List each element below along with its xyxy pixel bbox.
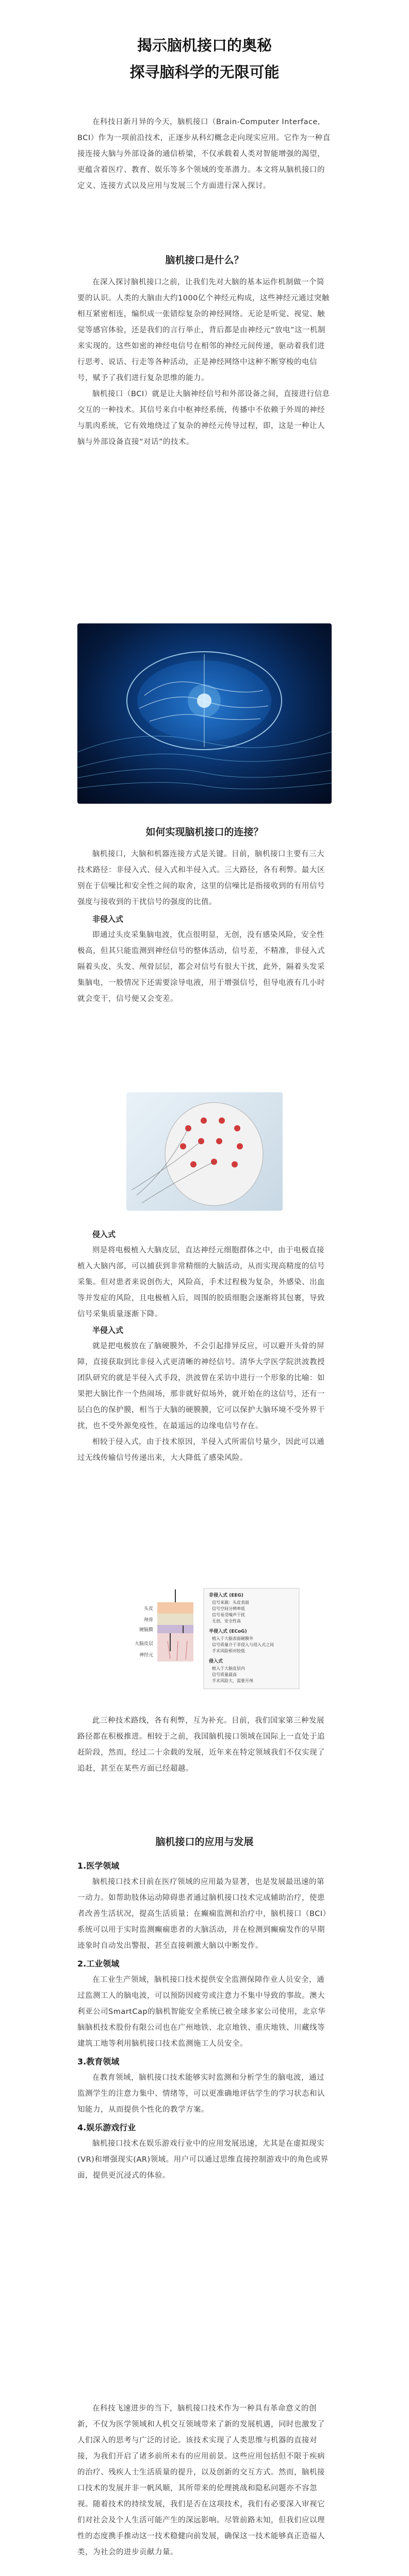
legend-item: 信号易受噪声干扰 — [212, 1613, 245, 1617]
paragraph: 在工业生产领域，脑机接口技术提供安全监测保障作业人员安全，通过监测工人的脑电波，可以预防因疲劳或注意力不集中导致的事故。澳大利亚公司SmartCap的脑机智能安全系统已被全球多家公司使用，北京华脑脑机技术股份有限公司也在广州地铁、北京地铁、重庆地铁、川藏线等建筑工地等利用脑机接口技术监测施工人员安全。 — [77, 1976, 326, 2048]
label-neuron: 神经元 — [139, 1653, 153, 1658]
bci-types-diagram — [126, 1584, 302, 1692]
legend-item: 手术风险大，需要开颅 — [212, 1679, 253, 1683]
legend-title-noninvasive: 非侵入式 (EEG) — [209, 1593, 244, 1598]
subheading-education: 3.教育领域 — [77, 2057, 120, 2066]
section-how-to-connect — [77, 824, 332, 1007]
subheading-medical: 1.医学领域 — [77, 1861, 120, 1871]
bci-types-svg — [126, 1584, 302, 1692]
legend-title-semi: 半侵入式 (ECoG) — [209, 1629, 247, 1634]
paragraph: 脑机接口，大脑和机器连接方式是关键。目前，脑机接口主要有三大技术路径：非侵入式、侵入式和半侵入式。三大路径，各有利弊。最大区别在于信噪比和安全性之间的取舍，这里的信噪比是指接收到的有用信号强度与接收到的干扰信号的强度的比值。 — [77, 850, 325, 906]
legend-title-invasive: 侵入式 — [209, 1659, 223, 1664]
legend-item: 信号来源：头皮表面 — [212, 1600, 249, 1605]
label-cortex: 大脑皮层 — [134, 1641, 153, 1647]
label-skull: 颅骨 — [143, 1618, 153, 1623]
subheading-semi-invasive: 半侵入式 — [92, 1326, 124, 1335]
legend-item: 信号质量最高 — [212, 1672, 237, 1677]
subheading-entertainment: 4.娱乐游戏行业 — [77, 2123, 136, 2132]
article-title — [0, 32, 409, 86]
legend-item: 手术风险相对较低 — [212, 1649, 245, 1653]
eeg-cap-illustration — [126, 1092, 283, 1211]
section-heading: 脑机接口的应用与发展 — [155, 1836, 254, 1848]
paragraph: 在教育领域，脑机接口技术能够实时监测和分析学生的脑电波，通过监测学生的注意力集中、情绪等，可以更准确地评估学生的学习状态和认知能力，从而提供个性化的教学方案。 — [77, 2074, 325, 2114]
subheading-invasive: 侵入式 — [92, 1230, 116, 1239]
intro-paragraph: 在科技日新月异的今天，脑机接口（Brain-Computer Interface, BCI）作为一项前沿技术，正逐步从科幻概念走向现实应用。它作为一种直接连接大脑与外部设备的通信桥梁，不仅承载着人类对智能增强的渴望，更蕴含着医疗、教育、娱乐等多个领域的变革潜力。本文将从脑机接口的定义、连接方式以及应用与发展三个方面进行深入探讨。 — [77, 118, 331, 190]
paragraph: 脑机接口（BCI）就是让大脑神经信号和外部设备之间，直接进行信息交互的一种技术。其信号来自中枢神经系统，传播中不依赖于外周的神经与肌肉系统，它有效地绕过了复杂的神经元传导过程，即，这是一种让人脑与外部设备直接“对话”的技术。 — [77, 390, 330, 446]
brain-illustration — [77, 623, 332, 804]
intro-section — [77, 114, 332, 194]
section-what-is-bci — [77, 252, 332, 450]
legend-item: 植入于大脑表面硬膜外 — [212, 1636, 253, 1641]
legend-item: 信号质量介于非侵入与侵入式之间 — [212, 1642, 274, 1647]
brain-network-image — [77, 623, 332, 804]
legend-item: 信号空间分辨率低 — [212, 1606, 245, 1611]
section-invasive — [77, 1229, 332, 1466]
title-line-1: 揭示脑机接口的奥秘 — [137, 37, 272, 54]
section-heading: 脑机接口是什么？ — [165, 255, 244, 266]
section-heading: 如何实现脑机接口的连接？ — [145, 826, 264, 838]
eeg-cap-photo — [126, 1092, 283, 1211]
paragraph: 相较于侵入式，由于技术原因，半侵入式所需信号量少，因此可以通过无线传输信号传递出来，大大降低了感染风险。 — [77, 1438, 324, 1462]
label-dura: 硬脑膜 — [139, 1628, 153, 1633]
section-summary — [77, 1713, 332, 1777]
paragraph: 则是将电极植入大脑皮层，直达神经元细胞群体之中，由于电极直接植入大脑内部，可以捕获到非常精细的大脑活动，从而实现高精度的信号采集。但对患者来说创伤大，风险高，手术过程极为复杂，外感染、出血等并发症的风险，且电极植入后，周围的胶质细胞会逐渐将其包裹，导致信号采集质量逐渐下降。 — [77, 1246, 325, 1318]
closing-paragraph: 在科技飞速进步的当下，脑机接口技术作为一种具有革命意义的创新，不仅为医学领域和人机交互领域带来了新的发展机遇，同时也激发了人们深入的思考与广泛的讨论。该技术实现了人类思维与机器的直接对接，为我们开启了诸多前所未有的应用前景。这些应用包括但不限于疾病的治疗、残疾人士生活质量的提升，以及创新的交互方式。然而，脑机接口技术的发展并非一帆风顺，其所带来的伦理挑战和隐私问题亦不容忽视。随着技术的持续发展，我们是否在这项技术，我们有必要深入审视它们对社会及个人生活可能产生的深远影响。尽管前路未知，但我们应以理性的态度携手推动这一技术稳健向前发展，确保这一技术能够真正造福人类，为社会的进步贡献力量。 — [77, 2404, 325, 2556]
title-line-2: 探寻脑科学的无限可能 — [129, 63, 280, 81]
subheading-noninvasive: 非侵入式 — [92, 914, 124, 924]
legend-item: 无创，安全性高 — [212, 1619, 241, 1623]
section-applications — [77, 1834, 332, 2184]
label-scalp: 头皮 — [143, 1606, 153, 1612]
paragraph: 即通过头皮采集脑电波，优点很明显，无创，没有感染风险，安全性极高，但其只能监测到神经信号的整体活动，信号差，不精准，非侵入式隔着头皮、头发、颅骨层层，都会对信号有很大干扰，此外，隔着头发采集脑电，一般情况下还需要涂导电液，用于增强信号，但导电液有几小时就会变干，信号便又会变差。 — [77, 931, 325, 1003]
paragraph: 脑机接口技术在娱乐游戏行业中的应用发展迅速，尤其是在虚拟现实(VR)和增强现实(AR)领域。用户可以通过思维直接控制游戏中的角色或界面，提供更沉浸式的体验。 — [77, 2140, 329, 2180]
paragraph: 在深入探讨脑机接口之前，让我们先对大脑的基本运作机制做一个简要的认识。人类的大脑由大约1000亿个神经元构成，这些神经元通过突触相互紧密相连，编织成一张错综复杂的神经网络。无论是听觉、视觉、触觉等感官体验，还是我们的言行举止，背后都是由神经元“放电”这一机制来实现的。这些如密的神经电信号在相邻的神经元间传递，驱动着我们进行思考、说话、行走等各种活动，正是神经网络中这种不断穿梭的电信号，赋予了我们进行复杂思维的能力。 — [77, 278, 330, 382]
subheading-industry: 2.工业领域 — [77, 1959, 120, 1969]
paragraph: 就是把电极放在了脑硬膜外，不会引起排异反应，可以避开头骨的屏障，直接获取到比非侵入式更清晰的神经信号。清华大学医学院洪波教授团队研究的就是半侵入式手段，洪波曾在采访中进行一个形象的比喻：如果把大脑比作一个热闹场，那非就好似场外，就开始在的这信号，还有一层白色的保护膜，相当于大脑的硬膜膜，它可以保护大脑环境不受外界干扰，也不受外源免疫性，在最遥远的边缘电信号存在。 — [77, 1342, 325, 1430]
paragraph: 脑机接口技术目前在医疗领域的应用最为显著，也是发展最迅速的第一动力。如帮助肢体运动障碍患者通过脑机接口技术完成辅助治疗，使患者改善生活状况，提高生活质量；在癫痫监测和治疗中，脑机接口（BCI）系统可以用于实时监测癫痫患者的大脑活动，并在检测到癫痫发作的早期迹象时自动发出警报，甚至直接刺激大脑以中断发作。 — [77, 1878, 331, 1950]
section-closing — [77, 2401, 332, 2561]
paragraph: 此三种技术路线，各有利弊，互为补充。目前，我们国家第三种发展路径都在积极推进。相较于之前，我国脑机接口领域在国际上一直处于追赶阶段，然而，经过二十余载的发展，近年来在特定领域我们不仅实现了追赶，甚至在某些方面已经超越。 — [77, 1717, 325, 1773]
legend-item: 植入于大脑皮层内 — [212, 1666, 245, 1671]
